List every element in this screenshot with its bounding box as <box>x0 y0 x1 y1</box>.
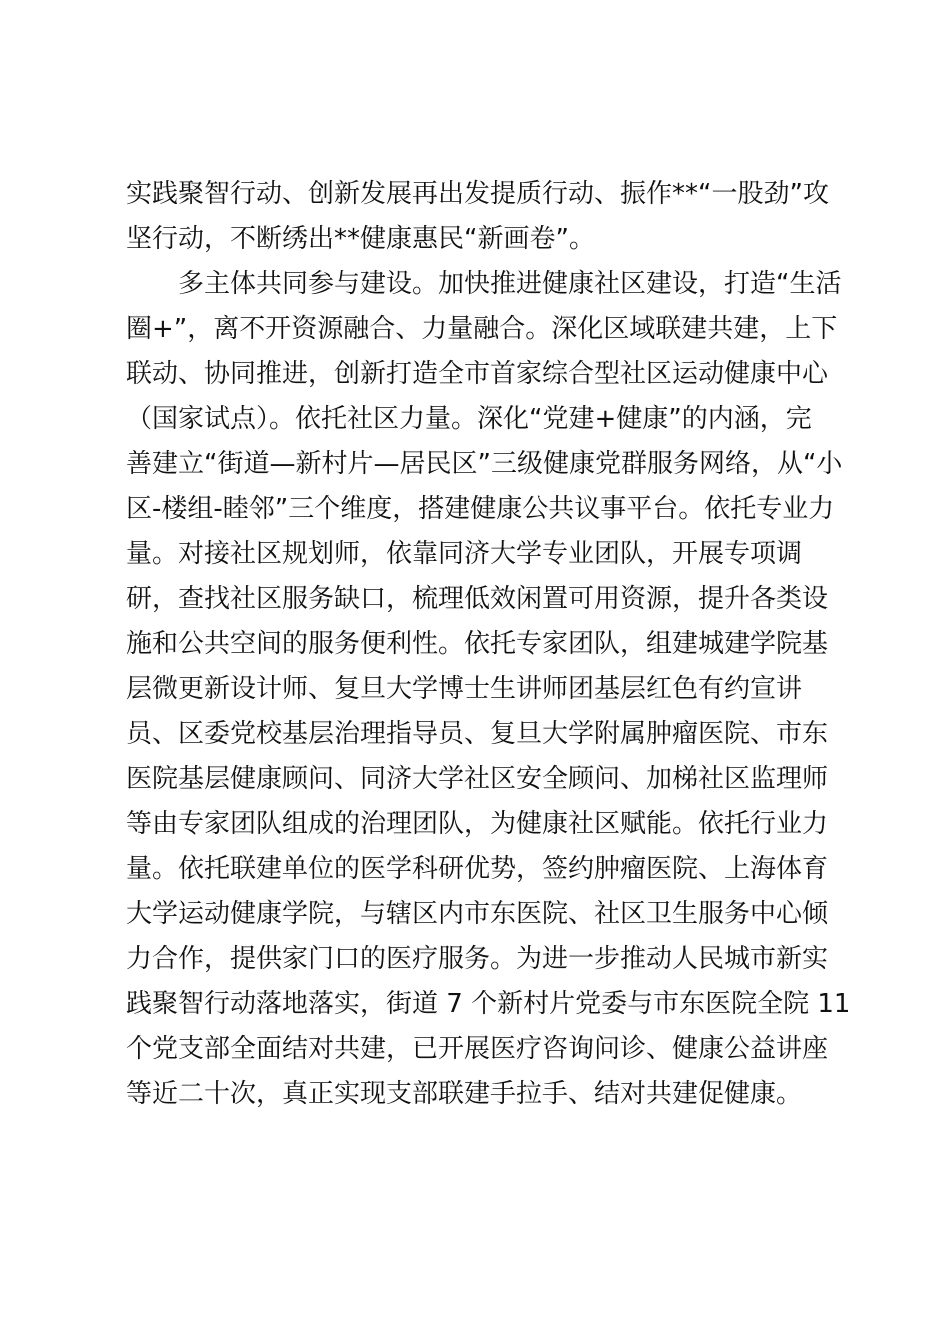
text-line: 等近二十次，真正实现支部联建手拉手、结对共建促健康。 <box>126 1079 803 1109</box>
text-line: 坚行动，不断绣出**健康惠民“新画卷”。 <box>126 224 595 254</box>
text-line: 层微更新设计师、复旦大学博士生讲师团基层红色有约宣讲 <box>126 674 803 704</box>
text-line: 个党支部全面结对共建，已开展医疗咨询问诊、健康公益讲座 <box>126 1034 829 1064</box>
body-text <box>126 172 851 1117</box>
text-line: 施和公共空间的服务便利性。依托专家团队，组建城建学院基 <box>126 629 829 659</box>
text-line: 联动、协同推进，创新打造全市首家综合型社区运动健康中心 <box>126 359 829 389</box>
text-line: 圈+”，离不开资源融合、力量融合。深化区域联建共建，上下 <box>126 314 838 344</box>
text-line: 医院基层健康顾问、同济大学社区安全顾问、加梯社区监理师 <box>126 764 829 794</box>
text-line: 员、区委党校基层治理指导员、复旦大学附属肿瘤医院、市东 <box>126 719 829 749</box>
text-line: 量。对接社区规划师，依靠同济大学专业团队，开展专项调 <box>126 539 803 569</box>
text-line: 研，查找社区服务缺口，梳理低效闲置可用资源，提升各类设 <box>126 584 829 614</box>
text-line: 等由专家团队组成的治理团队，为健康社区赋能。依托行业力 <box>126 809 829 839</box>
text-line: 大学运动健康学院，与辖区内市东医院、社区卫生服务中心倾 <box>126 899 829 929</box>
text-line: 实践聚智行动、创新发展再出发提质行动、振作**“一股劲”攻 <box>126 179 829 209</box>
text-line: 区-楼组-睦邻”三个维度，搭建健康公共议事平台。依托专业力 <box>126 494 835 524</box>
text-line: （国家试点）。依托社区力量。深化“党建+健康”的内涵，完 <box>126 404 812 434</box>
text-line: 力合作，提供家门口的医疗服务。为进一步推动人民城市新实 <box>126 944 829 974</box>
text-line: 践聚智行动落地落实，街道 7 个新村片党委与市东医院全院 11 <box>126 989 851 1019</box>
paragraph-start-line: 多主体共同参与建设。加快推进健康社区建设，打造“生活 <box>126 269 842 299</box>
text-line: 善建立“街道—新村片—居民区”三级健康党群服务网络，从“小 <box>126 449 843 479</box>
text-line: 量。依托联建单位的医学科研优势，签约肿瘤医院、上海体育 <box>126 854 829 884</box>
